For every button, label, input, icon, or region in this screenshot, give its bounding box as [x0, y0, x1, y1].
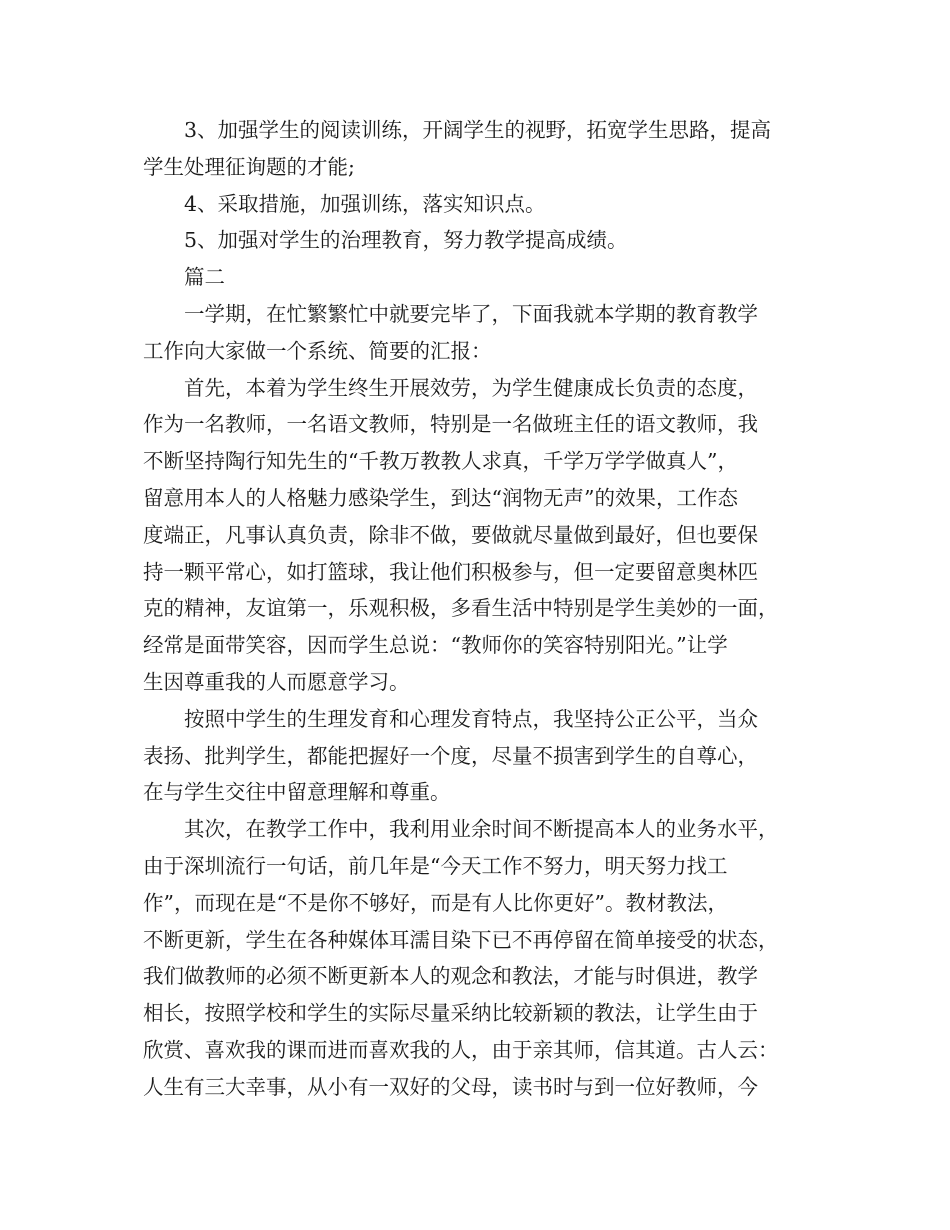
text-line: 4、采取措施，加强训练，落实知识点。: [184, 191, 546, 216]
text-line: 3、加强学生的阅读训练，开阔学生的视野，拓宽学生思路，提高: [184, 118, 772, 142]
text-line: 生因尊重我的人而愿意学习。: [143, 669, 410, 694]
text-line: 度端正，凡事认真负责，除非不做，要做就尽量做到最好，但也要保: [143, 522, 758, 547]
text-line: 在与学生交往中留意理解和尊重。: [143, 780, 451, 805]
text-line: 不断坚持陶行知先生的“千教万教教人求真，千学万学学做真人”，: [143, 449, 738, 474]
text-line: 按照中学生的生理发育和心理发育特点，我坚持公正公平，当众: [184, 706, 758, 731]
text-line: 一学期，在忙繁繁忙中就要完毕了，下面我就本学期的教育教学: [184, 301, 758, 326]
text-line: 篇二: [184, 265, 225, 290]
text-line: 其次，在教学工作中，我利用业余时间不断提高本人的业务水平，: [184, 817, 779, 842]
text-line: 欣赏、喜欢我的课而进而喜欢我的人，由于亲其师，信其道。古人云：: [143, 1037, 779, 1062]
text-line: 留意用本人的人格魅力感染学生，到达“润物无声”的效果，工作态: [143, 485, 738, 510]
text-line: 相长，按照学校和学生的实际尽量采纳比较新颖的教法，让学生由于: [143, 1001, 758, 1026]
text-line: 工作向大家做一个系统、简要的汇报：: [143, 338, 492, 363]
text-line: 由于深圳流行一句话，前几年是“今天工作不努力，明天努力找工: [143, 853, 728, 878]
text-line: 不断更新，学生在各种媒体耳濡目染下已不再停留在简单接受的状态，: [143, 927, 779, 952]
text-line: 经常是面带笑容，因而学生总说：“教师你的笑容特别阳光。”让学: [143, 633, 728, 658]
text-line: 持一颗平常心，如打篮球，我让他们积极参与，但一定要留意奥林匹: [143, 559, 758, 584]
text-line: 克的精神，友谊第一，乐观积极，多看生活中特别是学生美妙的一面，: [143, 596, 779, 621]
text-line: 首先，本着为学生终生开展效劳，为学生健康成长负责的态度，: [184, 375, 758, 400]
text-line: 表扬、批判学生，都能把握好一个度，尽量不损害到学生的自尊心，: [143, 743, 758, 768]
text-line: 人生有三大幸事，从小有一双好的父母，读书时与到一位好教师，今: [143, 1074, 758, 1099]
text-line: 作”，而现在是“不是你不够好，而是有人比你更好”。教材教法，: [143, 890, 728, 915]
text-line: 5、加强对学生的治理教育，努力教学提高成绩。: [184, 228, 628, 253]
text-line: 作为一名教师，一名语文教师，特别是一名做班主任的语文教师，我: [143, 412, 758, 437]
text-line: 学生处理征询题的才能;: [143, 154, 355, 179]
text-line: 我们做教师的必须不断更新本人的观念和教法，才能与时俱进，教学: [143, 964, 758, 989]
document-body: [143, 112, 823, 1106]
